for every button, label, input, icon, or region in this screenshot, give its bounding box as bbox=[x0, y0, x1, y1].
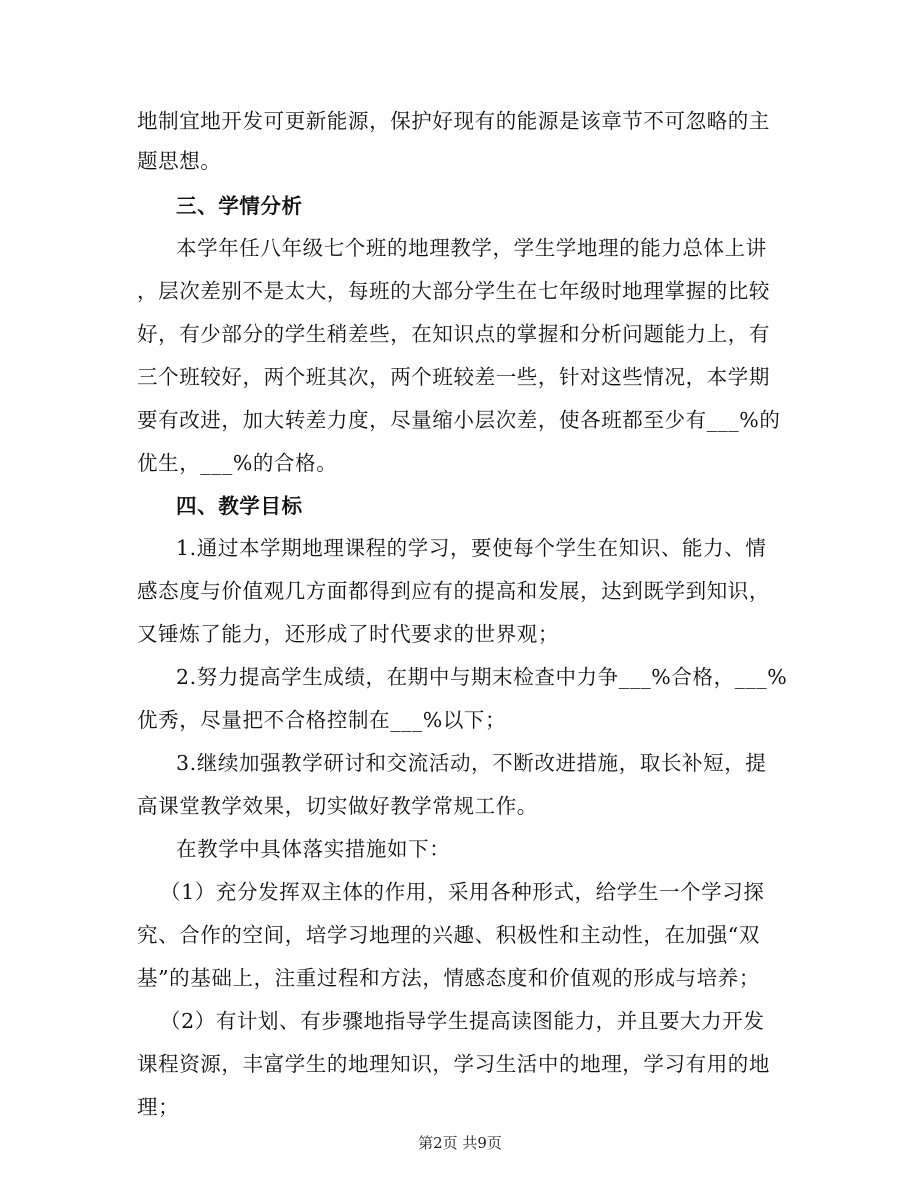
body-text-line: 题思想。 bbox=[137, 149, 222, 173]
body-text-line: 理； bbox=[137, 1095, 180, 1119]
page-number-footer: 第2页 共9页 bbox=[418, 1134, 502, 1152]
goal-item-2: 2.努力提高学生成绩，在期中与期末检查中力争___%合格，___% bbox=[176, 665, 788, 689]
body-text-line: ，层次差别不是太大，每班的大部分学生在七年级时地理掌握的比较 bbox=[137, 279, 770, 303]
goal-item-1: 1.通过本学期地理课程的学习，要使每个学生在知识、能力、情 bbox=[176, 536, 767, 560]
body-text-line: 究、合作的空间，培学习地理的兴趣、积极性和主动性，在加强“双 bbox=[137, 923, 760, 947]
body-text-line: 优秀，尽量把不合格控制在___%以下； bbox=[137, 708, 507, 732]
body-text-line: 优生，___%的合格。 bbox=[137, 451, 338, 475]
body-text-line: 高课堂教学效果，切实做好教学常规工作。 bbox=[137, 794, 538, 818]
body-text-line: 感态度与价值观几方面都得到应有的提高和发展，达到既学到知识， bbox=[137, 579, 770, 603]
goal-item-3: 3.继续加强教学研讨和交流活动，不断改进措施，取长补短，提 bbox=[176, 751, 767, 775]
measure-item-1: （1）充分发挥双主体的作用，采用各种形式，给学生一个学习探 bbox=[160, 880, 765, 904]
section-heading-teaching-goals: 四、教学目标 bbox=[176, 494, 303, 518]
measure-item-2: （2）有计划、有步骤地指导学生提高读图能力，并且要大力开发 bbox=[160, 1009, 765, 1033]
measures-intro: 在教学中具体落实措施如下： bbox=[176, 837, 451, 861]
body-text-line: 又锤炼了能力，还形成了时代要求的世界观； bbox=[137, 622, 559, 646]
body-text-line: 要有改进，加大转差力度，尽量缩小层次差，使各班都至少有___%的 bbox=[137, 408, 781, 432]
body-text-line: 本学年任八年级七个班的地理教学，学生学地理的能力总体上讲 bbox=[176, 236, 767, 260]
body-text-line: 好，有少部分的学生稍差些，在知识点的掌握和分析问题能力上，有 bbox=[137, 322, 770, 346]
section-heading-learning-analysis: 三、学情分析 bbox=[176, 194, 303, 218]
body-text-line: 地制宜地开发可更新能源，保护好现有的能源是该章节不可忽略的主 bbox=[137, 109, 770, 133]
body-text-line: 基”的基础上，注重过程和方法，情感态度和价值观的形成与培养； bbox=[137, 966, 760, 990]
body-text-line: 课程资源，丰富学生的地理知识，学习生活中的地理，学习有用的地 bbox=[137, 1052, 770, 1076]
body-text-line: 三个班较好，两个班其次，两个班较差一些，针对这些情况，本学期 bbox=[137, 365, 770, 389]
